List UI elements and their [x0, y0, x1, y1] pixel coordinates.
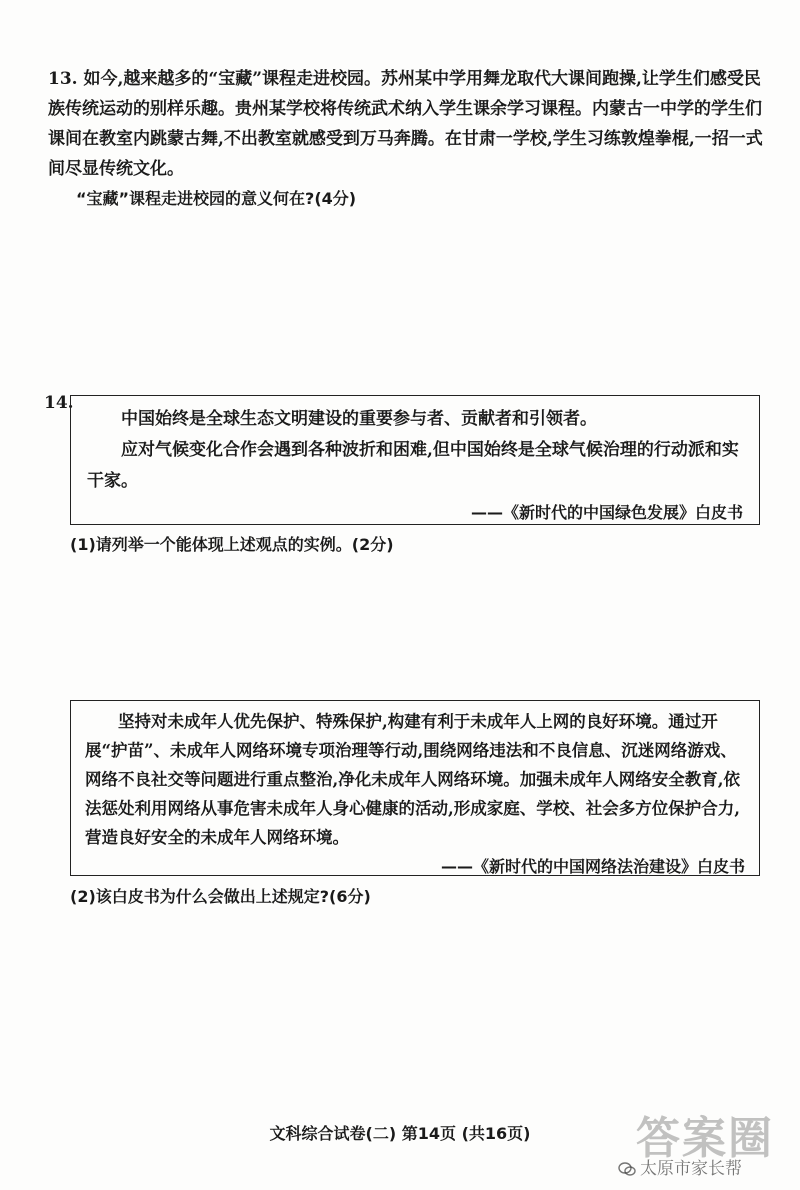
- watermark: [618, 1102, 798, 1188]
- material-2-paragraph-1: 坚持对未成年人优先保护、特殊保护,构建有利于未成年人上网的良好环境。通过开展“护苗”、未成年人网络环境专项治理等行动,围绕网络违法和不良信息、沉迷网络游戏、网络不良社交等问题进行重点整治,净化未成年人网络环境。加强未成年人网络安全教育,依法惩处利用网络从事危害未成年人身心健康的活动,形成家庭、学校、社会多方位保护合力,营造良好安全的未成年人网络环境。: [85, 712, 740, 847]
- watermark-logo: 答案圈: [636, 1113, 774, 1164]
- question-13-text: 如今,越来越多的“宝藏”课程走进校园。苏州某中学用舞龙取代大课间跑操,让学生们感受民族传统运动的别样乐趣。贵州某学校将传统武术纳入学生课余学习课程。内蒙古一中学的学生们课间在教室内跳蒙古舞,不出教室就感受到万马奔腾。在甘肃一学校,学生习练敦煌拳棍,一招一式间尽显传统文化。: [48, 69, 763, 179]
- watermark-subtitle: [618, 1154, 742, 1179]
- material-2-source: ——《新时代的中国网络法治建设》白皮书: [440, 857, 745, 876]
- sub-question-1: (1)请列举一个能体现上述观点的实例。(2分): [70, 535, 394, 554]
- question-13-number: 13.: [48, 69, 78, 89]
- watermark-subtitle-text: 太原市家长帮: [640, 1159, 742, 1179]
- sub-question-2: (2)该白皮书为什么会做出上述规定?(6分): [70, 887, 371, 906]
- question-14-number: 14.: [44, 393, 74, 413]
- material-1-paragraph-2: 应对气候变化合作会遇到各种波折和困难,但中国始终是全球气候治理的行动派和实干家。: [87, 440, 739, 491]
- wechat-icon: [618, 1162, 636, 1176]
- material-1-source: ——《新时代的中国绿色发展》白皮书: [470, 503, 743, 522]
- question-13: [48, 64, 768, 214]
- question-13-prompt: “宝藏”课程走进校园的意义何在?(4分): [76, 189, 357, 208]
- material-box-1: [70, 395, 760, 525]
- page-footer: 文科综合试卷(二) 第14页 (共16页): [269, 1124, 531, 1143]
- material-box-2: [70, 700, 760, 876]
- material-1-paragraph-1: 中国始终是全球生态文明建设的重要参与者、贡献者和引领者。: [121, 409, 597, 429]
